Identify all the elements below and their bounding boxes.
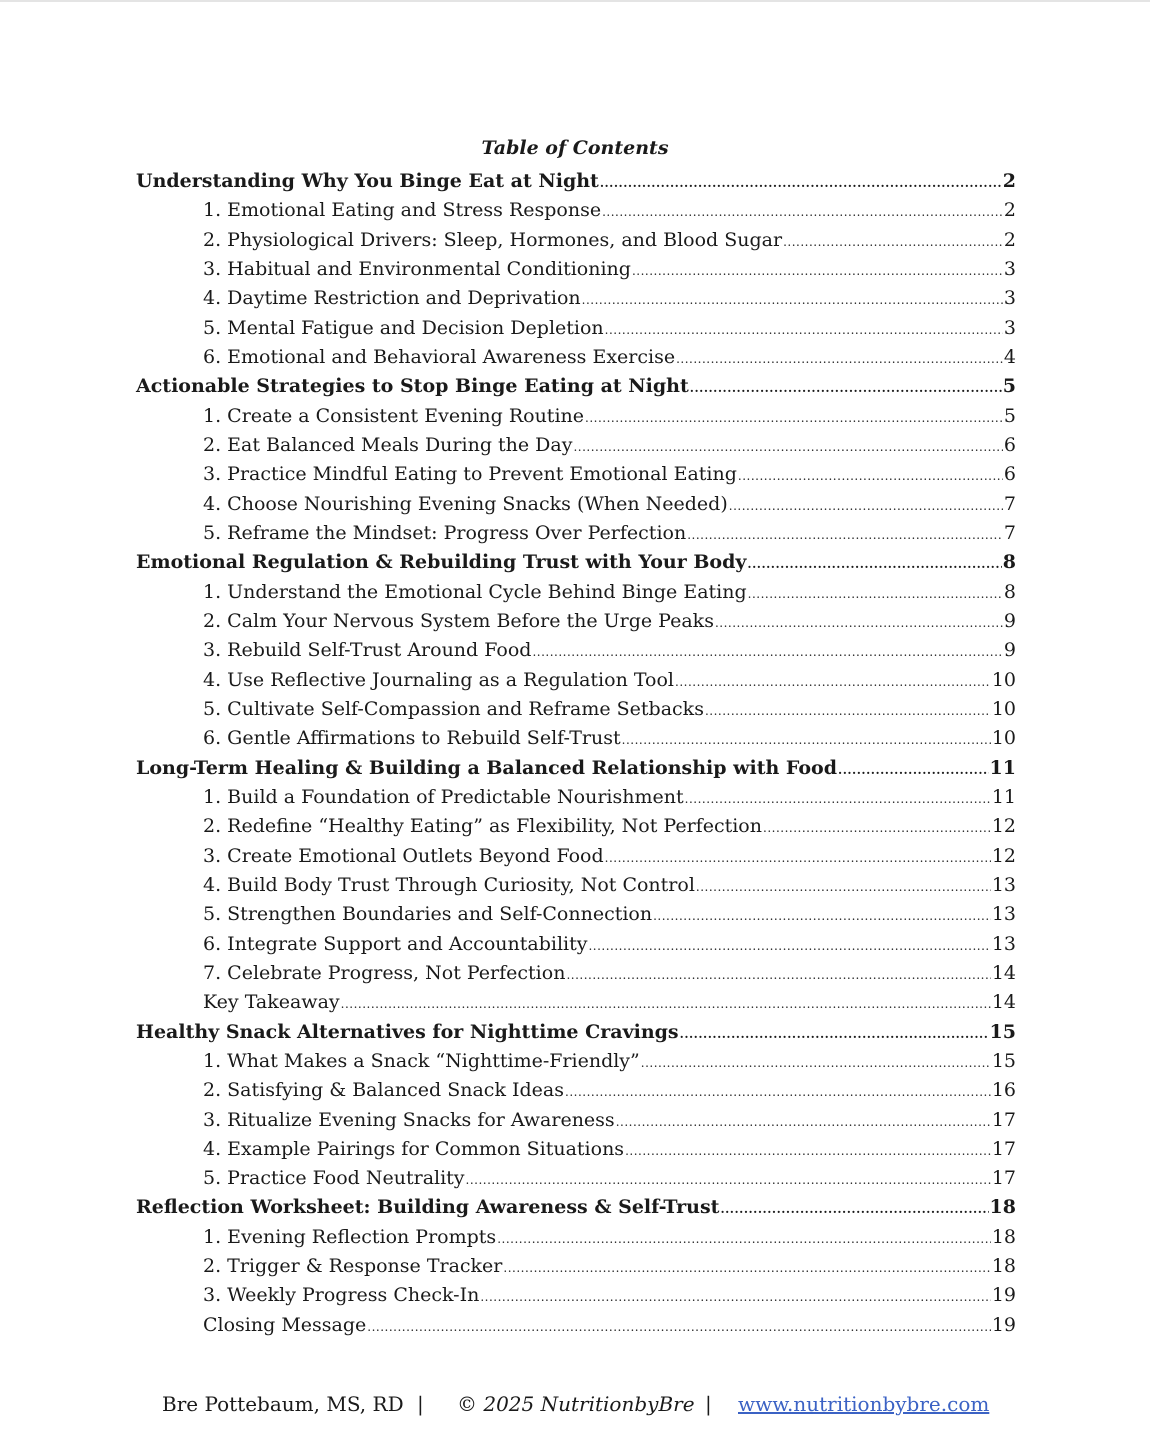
toc-entry-label: 1. Emotional Eating and Stress Response <box>203 199 602 222</box>
toc-section-entry[interactable] <box>136 167 1016 196</box>
footer-copyright: © 2025 NutritionbyBre <box>457 1392 695 1416</box>
toc-entry-label: 6. Integrate Support and Accountability <box>203 932 588 955</box>
toc-dot-leader <box>685 785 991 814</box>
toc-entry-label: Closing Message <box>203 1313 367 1336</box>
toc-subsection-entry[interactable] <box>136 1311 1016 1340</box>
toc-entry-label: 3. Create Emotional Outlets Beyond Food <box>203 844 604 867</box>
toc-entry-label: 1. Build a Foundation of Predictable Nourishment <box>203 785 684 808</box>
toc-entry-label: 2. Physiological Drivers: Sleep, Hormones, and Blood Sugar <box>203 228 783 251</box>
toc-dot-leader <box>585 404 1003 433</box>
toc-entry-label: 3. Ritualize Evening Snacks for Awareness <box>203 1108 615 1131</box>
toc-dot-leader <box>341 990 991 1019</box>
toc-entry-label: Long-Term Healing & Building a Balanced Relationship with Food <box>136 756 838 779</box>
toc-entry-label: 4. Use Reflective Journaling as a Regulation Tool <box>203 668 675 691</box>
toc-page-number: 17 <box>991 1167 1016 1190</box>
toc-entry-label: 5. Cultivate Self-Compassion and Reframe Setbacks <box>203 697 704 720</box>
toc-dot-leader <box>605 316 1003 345</box>
toc-subsection-entry[interactable] <box>136 1281 1016 1310</box>
toc-entry-label: Understanding Why You Binge Eat at Night <box>136 170 599 192</box>
table-of-contents <box>136 167 1016 1340</box>
toc-dot-leader <box>532 638 1002 667</box>
toc-subsection-entry[interactable] <box>136 930 1016 959</box>
toc-dot-leader <box>600 169 1002 198</box>
toc-page-number: 15 <box>991 1049 1016 1072</box>
toc-page-number: 3 <box>1003 257 1016 280</box>
toc-subsection-entry[interactable] <box>136 226 1016 255</box>
toc-page-number: 12 <box>991 844 1016 867</box>
toc-dot-leader <box>763 814 991 843</box>
toc-dot-leader <box>747 550 1001 579</box>
toc-page-number: 9 <box>1003 639 1016 662</box>
toc-entry-label: 1. Evening Reflection Prompts <box>203 1225 497 1248</box>
toc-page-number: 5 <box>1002 375 1016 398</box>
toc-subsection-entry[interactable] <box>136 988 1016 1017</box>
toc-entry-label: 3. Weekly Progress Check-In <box>203 1284 480 1307</box>
toc-subsection-entry[interactable] <box>136 724 1016 753</box>
toc-dot-leader <box>653 902 991 931</box>
toc-subsection-entry[interactable] <box>136 959 1016 988</box>
toc-page-number: 18 <box>991 1225 1016 1248</box>
toc-subsection-entry[interactable] <box>136 490 1016 519</box>
toc-section-entry[interactable] <box>136 548 1016 577</box>
toc-dot-leader <box>838 756 989 785</box>
toc-subsection-entry[interactable] <box>136 900 1016 929</box>
footer-author: Bre Pottebaum, MS, RD <box>162 1392 404 1416</box>
toc-subsection-entry[interactable] <box>136 812 1016 841</box>
toc-page-number: 16 <box>991 1079 1016 1102</box>
toc-page-number: 4 <box>1003 345 1016 368</box>
toc-dot-leader <box>565 1078 991 1107</box>
toc-dot-leader <box>632 257 1003 286</box>
toc-entry-label: 4. Daytime Restriction and Deprivation <box>203 287 581 310</box>
toc-dot-leader <box>675 668 991 697</box>
toc-page-number: 14 <box>991 991 1016 1014</box>
page-footer <box>0 1392 1150 1422</box>
toc-entry-label: 6. Emotional and Behavioral Awareness Exercise <box>203 345 676 368</box>
toc-subsection-entry[interactable] <box>136 255 1016 284</box>
toc-subsection-entry[interactable] <box>136 871 1016 900</box>
toc-dot-leader <box>480 1283 990 1312</box>
toc-dot-leader <box>748 580 1003 609</box>
toc-subsection-entry[interactable] <box>136 431 1016 460</box>
toc-dot-leader <box>641 1049 991 1078</box>
toc-entry-label: 4. Choose Nourishing Evening Snacks (When Needed) <box>203 492 728 515</box>
toc-subsection-entry[interactable] <box>136 196 1016 225</box>
toc-dot-leader <box>573 433 1002 462</box>
toc-subsection-entry[interactable] <box>136 519 1016 548</box>
toc-title: Table of Contents <box>481 137 669 159</box>
toc-subsection-entry[interactable] <box>136 666 1016 695</box>
toc-subsection-entry[interactable] <box>136 1223 1016 1252</box>
toc-subsection-entry[interactable] <box>136 460 1016 489</box>
toc-dot-leader <box>676 345 1003 374</box>
toc-dot-leader <box>729 492 1003 521</box>
toc-page-number: 18 <box>991 1255 1016 1278</box>
toc-entry-label: Key Takeaway <box>203 991 340 1014</box>
toc-page-number: 8 <box>1002 551 1016 574</box>
toc-dot-leader <box>738 462 1003 491</box>
toc-page-number: 6 <box>1003 433 1016 456</box>
toc-entry-label: 5. Strengthen Boundaries and Self-Connection <box>203 903 653 926</box>
toc-entry-label: 4. Build Body Trust Through Curiosity, Not Control <box>203 873 695 896</box>
toc-dot-leader <box>605 844 991 873</box>
toc-page-number: 13 <box>991 873 1016 896</box>
toc-subsection-entry[interactable] <box>136 1076 1016 1105</box>
toc-entry-label: 1. What Makes a Snack “Nighttime-Friendly” <box>203 1049 640 1072</box>
toc-section-entry[interactable] <box>136 372 1016 401</box>
toc-page-number: 5 <box>1003 404 1016 427</box>
toc-section-entry[interactable] <box>136 754 1016 783</box>
toc-dot-leader <box>566 961 990 990</box>
toc-page-number: 18 <box>989 1196 1016 1219</box>
toc-entry-label: 3. Habitual and Environmental Conditioning <box>203 257 631 280</box>
toc-dot-leader <box>705 697 991 726</box>
page-top-border <box>0 0 1150 2</box>
toc-page-number: 12 <box>991 815 1016 838</box>
toc-entry-label: 5. Practice Food Neutrality <box>203 1167 465 1190</box>
toc-entry-label: Actionable Strategies to Stop Binge Eating at Night <box>136 375 689 398</box>
toc-subsection-entry[interactable] <box>136 1252 1016 1281</box>
footer-separator: | <box>705 1392 712 1416</box>
toc-entry-label: 1. Understand the Emotional Cycle Behind Binge Eating <box>203 580 747 603</box>
toc-dot-leader <box>687 521 1003 550</box>
toc-subsection-entry[interactable] <box>136 1135 1016 1164</box>
toc-entry-label: 2. Trigger & Response Tracker <box>203 1255 503 1278</box>
toc-dot-leader <box>622 726 991 755</box>
toc-page-number: 14 <box>991 961 1016 984</box>
toc-page-number: 8 <box>1003 580 1016 603</box>
toc-page-number: 19 <box>991 1284 1016 1307</box>
toc-page-number: 10 <box>991 697 1016 720</box>
toc-entry-label: 4. Example Pairings for Common Situations <box>203 1137 625 1160</box>
toc-page-number: 15 <box>989 1020 1016 1043</box>
toc-entry-label: 2. Calm Your Nervous System Before the Urge Peaks <box>203 609 714 632</box>
toc-dot-leader <box>602 198 1003 227</box>
toc-subsection-entry[interactable] <box>136 695 1016 724</box>
toc-subsection-entry[interactable] <box>136 343 1016 372</box>
toc-entry-label: 2. Satisfying & Balanced Snack Ideas <box>203 1079 564 1102</box>
toc-dot-leader <box>625 1137 991 1166</box>
toc-dot-leader <box>367 1313 991 1342</box>
toc-subsection-entry[interactable] <box>136 783 1016 812</box>
toc-page-number: 17 <box>991 1108 1016 1131</box>
toc-dot-leader <box>696 873 991 902</box>
toc-page-number: 10 <box>991 668 1016 691</box>
toc-subsection-entry[interactable] <box>136 1047 1016 1076</box>
toc-page-number: 7 <box>1003 492 1016 515</box>
toc-dot-leader <box>783 228 1003 257</box>
toc-subsection-entry[interactable] <box>136 314 1016 343</box>
toc-entry-label: 5. Mental Fatigue and Decision Depletion <box>203 316 604 339</box>
toc-dot-leader <box>582 286 1003 315</box>
toc-page-number: 3 <box>1003 316 1016 339</box>
toc-entry-label: 3. Practice Mindful Eating to Prevent Emotional Eating <box>203 463 737 486</box>
footer-website-link[interactable]: www.nutritionbybre.com <box>738 1392 990 1416</box>
toc-page-number: 10 <box>991 727 1016 750</box>
toc-subsection-entry[interactable] <box>136 1164 1016 1193</box>
toc-page-number: 11 <box>991 785 1016 808</box>
toc-page-number: 13 <box>991 932 1016 955</box>
toc-subsection-entry[interactable] <box>136 842 1016 871</box>
toc-dot-leader <box>715 609 1003 638</box>
toc-entry-label: 3. Rebuild Self-Trust Around Food <box>203 639 532 662</box>
toc-dot-leader <box>497 1225 991 1254</box>
toc-page-number: 9 <box>1003 609 1016 632</box>
toc-page-number: 7 <box>1003 521 1016 544</box>
footer-separator: | <box>417 1392 424 1416</box>
toc-entry-label: 5. Reframe the Mindset: Progress Over Perfection <box>203 521 687 544</box>
toc-entry-label: 2. Eat Balanced Meals During the Day <box>203 433 573 456</box>
toc-dot-leader <box>680 1020 989 1049</box>
toc-page-number: 17 <box>991 1137 1016 1160</box>
toc-subsection-entry[interactable] <box>136 402 1016 431</box>
toc-dot-leader <box>466 1166 991 1195</box>
toc-dot-leader <box>503 1254 990 1283</box>
toc-subsection-entry[interactable] <box>136 607 1016 636</box>
toc-page-number: 2 <box>1003 228 1016 251</box>
toc-page-number: 6 <box>1003 463 1016 486</box>
toc-entry-label: Emotional Regulation & Rebuilding Trust with Your Body <box>136 551 747 574</box>
toc-dot-leader <box>720 1195 988 1224</box>
toc-dot-leader <box>616 1108 991 1137</box>
toc-subsection-entry[interactable] <box>136 1106 1016 1135</box>
toc-page-number: 13 <box>991 903 1016 926</box>
toc-section-entry[interactable] <box>136 1193 1016 1222</box>
toc-subsection-entry[interactable] <box>136 284 1016 313</box>
toc-page-number: 11 <box>989 756 1016 779</box>
toc-entry-label: 7. Celebrate Progress, Not Perfection <box>203 961 566 984</box>
toc-dot-leader <box>588 932 990 961</box>
toc-page-number: 2 <box>1002 170 1016 192</box>
toc-page-number: 19 <box>991 1313 1016 1336</box>
toc-page-number: 2 <box>1003 199 1016 222</box>
toc-page-number: 3 <box>1003 287 1016 310</box>
toc-entry-label: 1. Create a Consistent Evening Routine <box>203 404 585 427</box>
toc-entry-label: Reflection Worksheet: Building Awareness & Self-Trust <box>136 1196 720 1219</box>
toc-dot-leader <box>690 374 1002 403</box>
toc-subsection-entry[interactable] <box>136 636 1016 665</box>
toc-entry-label: 6. Gentle Affirmations to Rebuild Self-Trust <box>203 727 621 750</box>
toc-entry-label: Healthy Snack Alternatives for Nighttime Cravings <box>136 1020 679 1043</box>
toc-subsection-entry[interactable] <box>136 578 1016 607</box>
toc-entry-label: 2. Redefine “Healthy Eating” as Flexibility, Not Perfection <box>203 815 762 838</box>
toc-section-entry[interactable] <box>136 1018 1016 1047</box>
